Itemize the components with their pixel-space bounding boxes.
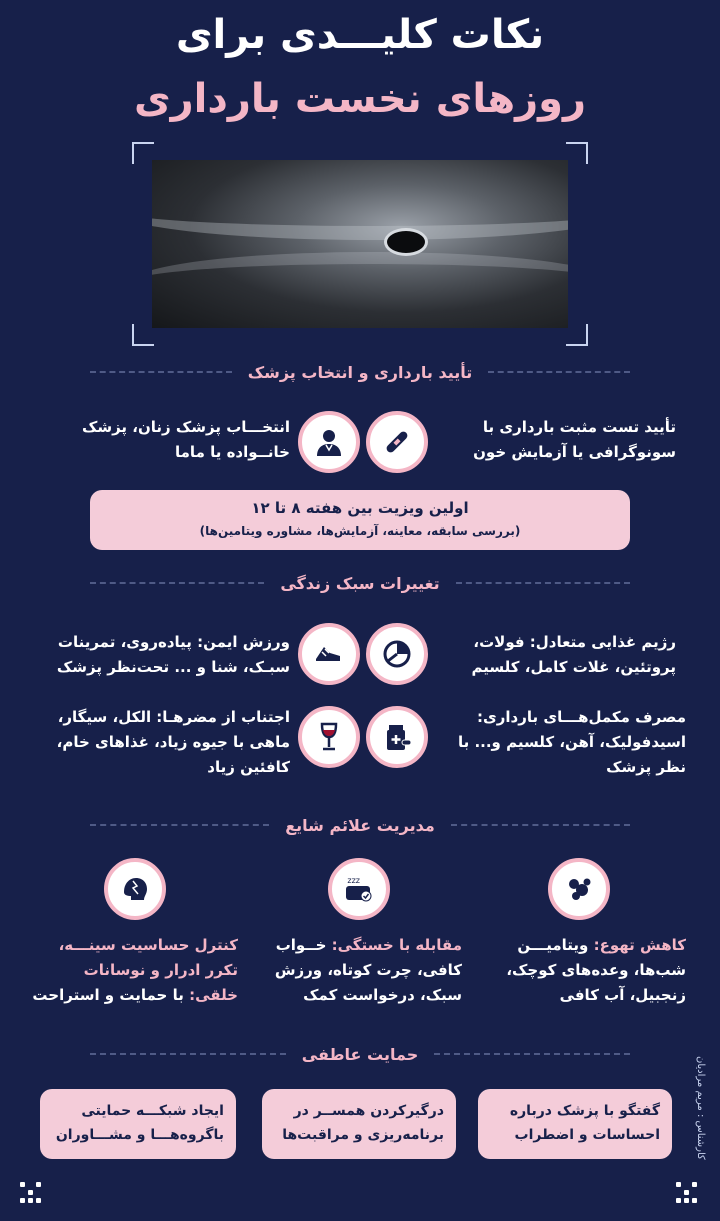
sneaker-icon — [298, 623, 360, 685]
doctor-icon — [298, 411, 360, 473]
ultrasound-frame — [132, 142, 588, 346]
sensitivity-label: کنترل حساسیت سینـــه، تکرر ادرار و نوسانات خلقی: — [58, 936, 238, 1004]
author-credit: کارشناس : مریم مرادیان — [695, 1056, 706, 1160]
sleep-icon — [328, 858, 390, 920]
fatigue-text: خــواب کافی، چرت کوتاه، ورزش سبک، درخواست کمک — [274, 936, 462, 1004]
nausea-text: ویتامیـــن شب‌ها، وعده‌های کوچک، زنجبیل، آب کافی — [506, 936, 686, 1004]
nausea-tip — [476, 933, 686, 1008]
emotional-box-talk: گفتگو با پزشک درباره احساسات و اضطراب — [478, 1089, 672, 1159]
supplement-icon — [366, 706, 428, 768]
brand-logo-right — [676, 1182, 697, 1203]
sensitivity-tip — [30, 933, 238, 1008]
section-heading-lifestyle: تغییرات سبک زندگی — [90, 568, 630, 598]
nausea-label: کاهش تهوع: — [593, 936, 686, 954]
first-visit-detail: (بررسی سابقه، معاینه، آزمایش‌ها، مشاوره ویتامین‌ها) — [199, 524, 521, 538]
emotional-box-partner: درگیرکردن همســر در برنامه‌ریزی و مراقبت‌ها — [262, 1089, 456, 1159]
section-heading-symptoms: مدیریت علائم شایع — [90, 810, 630, 840]
page-subtitle: روزهای نخست بارداری — [133, 76, 587, 122]
ginger-icon — [548, 858, 610, 920]
fatigue-tip — [262, 933, 462, 1008]
confirm-test-text: تأیید تست مثبت بارداری با سونوگرافی یا آزمایش خون — [473, 418, 676, 461]
supplements-text: مصرف مکمل‌هـــای بارداری: اسیدفولیک، آهن، کلسیم و... با نظر پزشک — [457, 708, 686, 776]
safe-exercise-text: ورزش ایمن: پیاده‌روی، تمرینات سبـک، شنا و ... تحت‌نظر پزشک — [56, 633, 290, 676]
avoid-harmful-text: اجتناب از مضرهـا: الکل، سیگار، ماهی با جیوه زیاد، غذاهای خام، کافئین زیاد — [56, 708, 290, 776]
balanced-diet-text: رژیم غذایی متعادل: فولات، پروتئین، غلات کامل، کلسیم — [471, 633, 676, 676]
first-visit-title: اولین ویزیت بین هفته ۸ تا ۱۲ — [251, 499, 469, 517]
first-visit-box — [90, 490, 630, 550]
brand-logo-left — [20, 1182, 41, 1203]
section-heading-confirm: تأیید بارداری و انتخاب پزشک — [90, 357, 630, 387]
ultrasound-image — [152, 160, 568, 328]
wine-glass-icon — [298, 706, 360, 768]
mood-icon — [104, 858, 166, 920]
pregnancy-test-icon — [366, 411, 428, 473]
section-heading-emotional: حمایت عاطفی — [90, 1039, 630, 1069]
svg-text:zzz: zzz — [347, 876, 360, 885]
page-title: نکات کلیـــدی برای — [175, 12, 545, 58]
emotional-box-network: ایجاد شبکـــه حمایتی باگروه‌هـــا و مشـــاوران — [40, 1089, 236, 1159]
food-plate-icon — [366, 623, 428, 685]
fatigue-label: مقابله با خستگی: — [331, 936, 462, 954]
sensitivity-text: با حمایت و استراحت — [32, 986, 184, 1004]
choose-doctor-text: انتخـــاب پزشک زنان، پزشک خانــواده یا ماما — [81, 418, 290, 461]
